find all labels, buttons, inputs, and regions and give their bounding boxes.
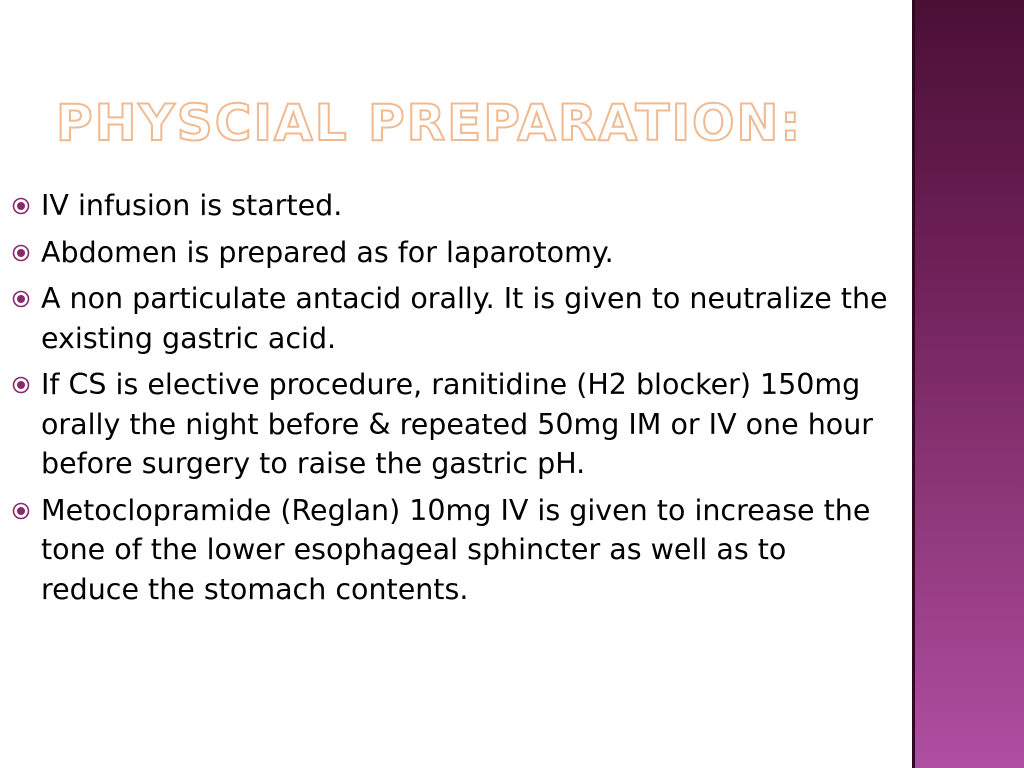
bullet-text: A non particulate antacid orally. It is given to neutralize the existing gastric acid. [41,282,888,355]
circled-dot-icon [12,376,30,394]
list-item [12,491,892,610]
decorative-side-band [912,0,1024,768]
bullet-list [12,186,892,616]
circled-dot-icon [12,290,30,308]
list-item [12,233,892,273]
list-item [12,186,892,226]
bullet-text: IV infusion is started. [41,189,343,222]
circled-dot-icon [12,244,30,262]
list-item [12,365,892,484]
slide-title: PHYSCIAL PREPARATION: [56,94,803,152]
bullet-text: Abdomen is prepared as for laparotomy. [41,235,614,269]
bullet-text: Metoclopramide (Reglan) 10mg IV is given to increase the tone of the lower esophageal sphincter as well as to reduce the stomach contents. [41,493,871,606]
circled-dot-icon [12,197,30,215]
circled-dot-icon [12,502,30,520]
list-item [12,279,892,358]
bullet-text: If CS is elective procedure, ranitidine (H2 blocker) 150mg orally the night before & repeated 50mg IM or IV one hour before surgery to raise the gastric pH. [41,368,873,480]
